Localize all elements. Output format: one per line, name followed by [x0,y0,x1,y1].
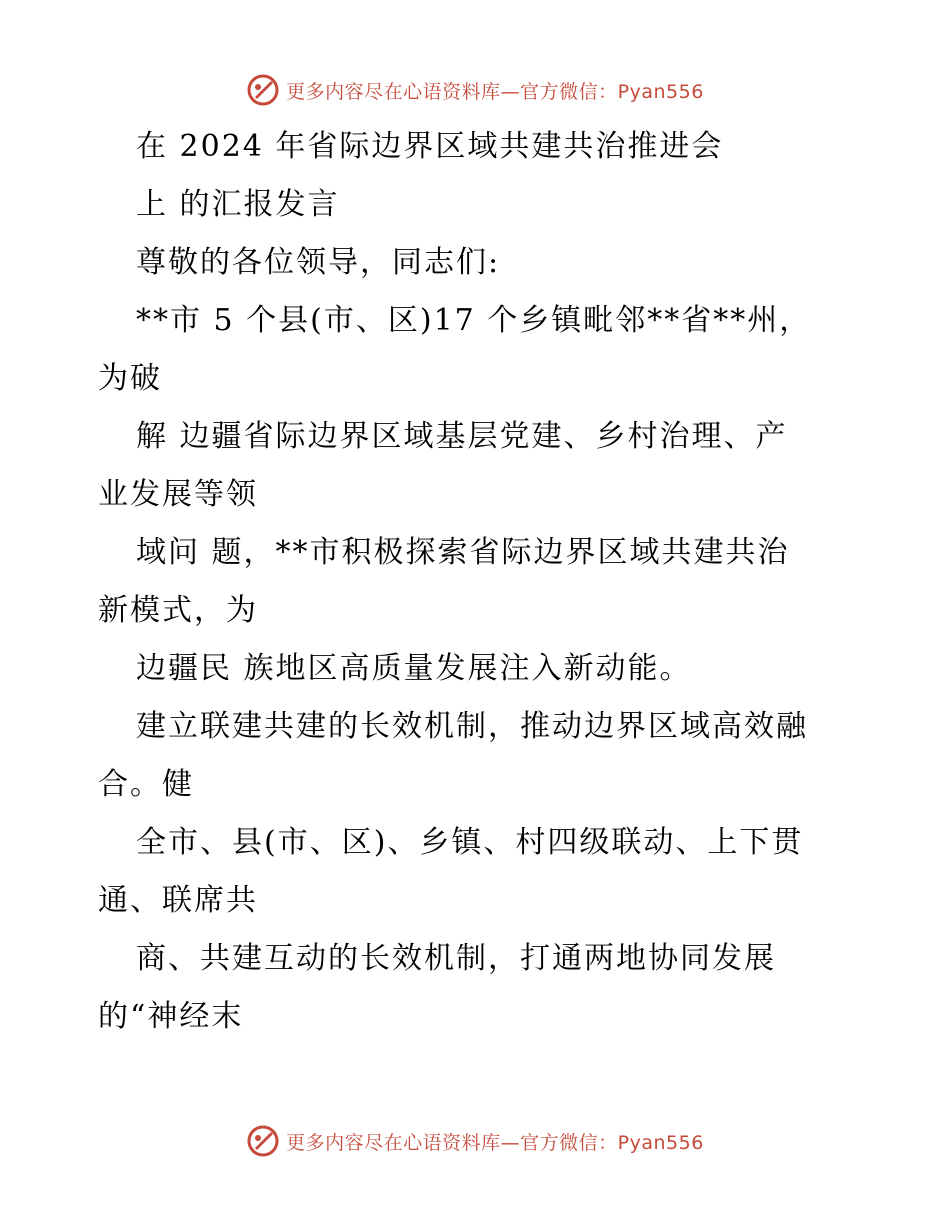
text-line: 上 的汇报发言 [136,187,340,222]
text-line: 为破 [98,361,162,396]
text-line: 尊敬的各位领导，同志们: [136,245,501,280]
text-line: 通、联席共 [98,883,258,918]
brand-logo-icon [246,73,280,107]
document-body [98,118,858,1046]
watermark-text: 更多内容尽在心语资料库—官方微信：Pyan556 [286,1131,704,1154]
text-line: 建立联建共建的长效机制，推动边界区域高效融 [136,709,808,744]
text-line: 商、共建互动的长效机制，打通两地协同发展 [136,941,776,976]
text-line: 合。健 [98,767,194,802]
header-watermark [0,70,950,110]
text-line: 在 2024 年省际边界区域共建共治推进会 [136,129,724,164]
text-line: 全市、县(市、区)、乡镇、村四级联动、上下贯 [136,825,804,860]
text-line: **市 5 个县(市、区)17 个乡镇毗邻**省**州， [136,303,812,338]
brand-logo-icon [246,1124,280,1158]
text-line: 的“神经末 [98,999,244,1034]
text-line: 域问 题，**市积极探索省际边界区域共建共治 [136,535,790,570]
watermark-text: 更多内容尽在心语资料库—官方微信：Pyan556 [286,80,704,103]
text-line: 边疆民 族地区高质量发展注入新动能。 [136,651,692,686]
footer-watermark [0,1121,950,1161]
text-line: 新模式，为 [98,593,258,628]
text-line: 解 边疆省际边界区域基层党建、乡村治理、产 [136,419,788,454]
text-line: 业发展等领 [98,477,258,512]
